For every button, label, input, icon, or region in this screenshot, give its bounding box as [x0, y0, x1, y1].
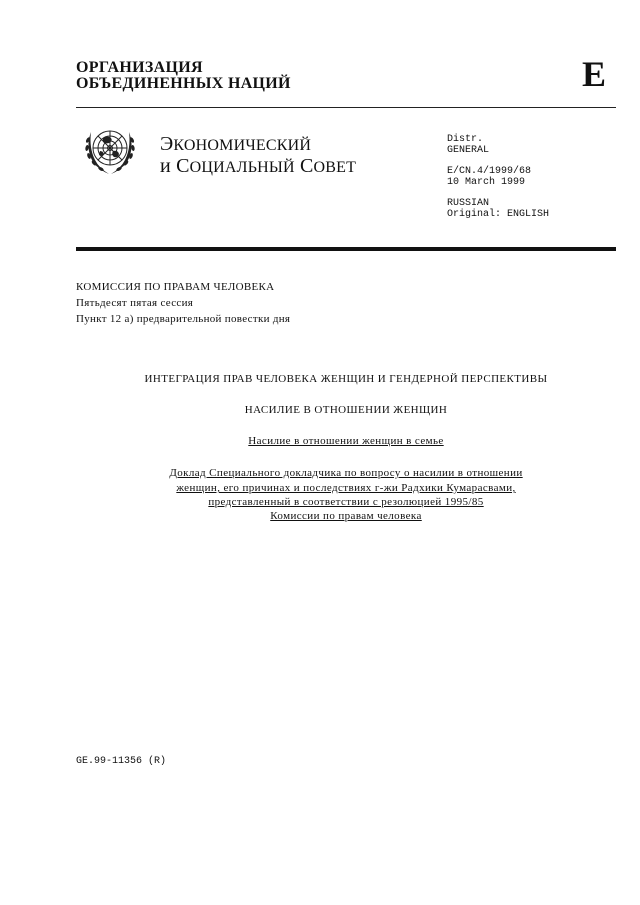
- job-number: GE.99-11356 (R): [76, 756, 167, 767]
- header-thick-rule: [76, 247, 616, 251]
- header-rule: [76, 107, 616, 108]
- org-name-line2: ОБЪЕДИНЕННЫХ НАЦИЙ: [76, 75, 291, 92]
- council-line1-initial: Э: [160, 133, 174, 155]
- document-symbol: E/CN.4/1999/68: [447, 166, 532, 177]
- report-line-2: женщин, его причинах и последствиях г-жи Радхики Кумарасвами,: [176, 482, 516, 494]
- council-line1-rest: КОНОМИЧЕСКИЙ: [173, 137, 312, 154]
- language-letter: E: [582, 54, 607, 94]
- council-line2-initial: и С: [160, 155, 190, 177]
- report-line-1: Доклад Специального докладчика по вопросу о насилии в отношении: [169, 467, 523, 479]
- report-line-3: представленный в соответствии с резолюцией 1995/85: [208, 496, 484, 508]
- council-line2-mid: ОЦИАЛЬНЫЙ: [189, 159, 295, 176]
- org-name-line1: ОРГАНИЗАЦИЯ: [76, 59, 203, 76]
- document-language: RUSSIAN: [447, 198, 490, 209]
- council-name-line1: [160, 133, 311, 157]
- distr-general: GENERAL: [447, 145, 490, 156]
- un-emblem-icon: [77, 118, 143, 182]
- sub-title: НАСИЛИЕ В ОТНОШЕНИИ ЖЕНЩИН: [244, 404, 448, 416]
- topic-title: Насилие в отношении женщин в семье: [248, 435, 444, 447]
- main-title: ИНТЕГРАЦИЯ ПРАВ ЧЕЛОВЕКА ЖЕНЩИН И ГЕНДЕРНОЙ ПЕРСПЕКТИВЫ: [144, 373, 548, 385]
- commission-name: КОМИССИЯ ПО ПРАВАМ ЧЕЛОВЕКА: [76, 281, 275, 293]
- council-line2-c: С: [294, 155, 314, 177]
- report-line-4: Комиссии по правам человека: [270, 510, 422, 522]
- agenda-item: Пункт 12 a) предварительной повестки дня: [76, 313, 291, 325]
- distr-label: Distr.: [447, 134, 484, 145]
- original-language: Original: ENGLISH: [447, 209, 550, 220]
- session-number: Пятьдесят пятая сессия: [76, 297, 194, 309]
- document-date: 10 March 1999: [447, 177, 526, 188]
- council-name-line2: [160, 155, 356, 179]
- council-line2-end: ОВЕТ: [313, 159, 357, 176]
